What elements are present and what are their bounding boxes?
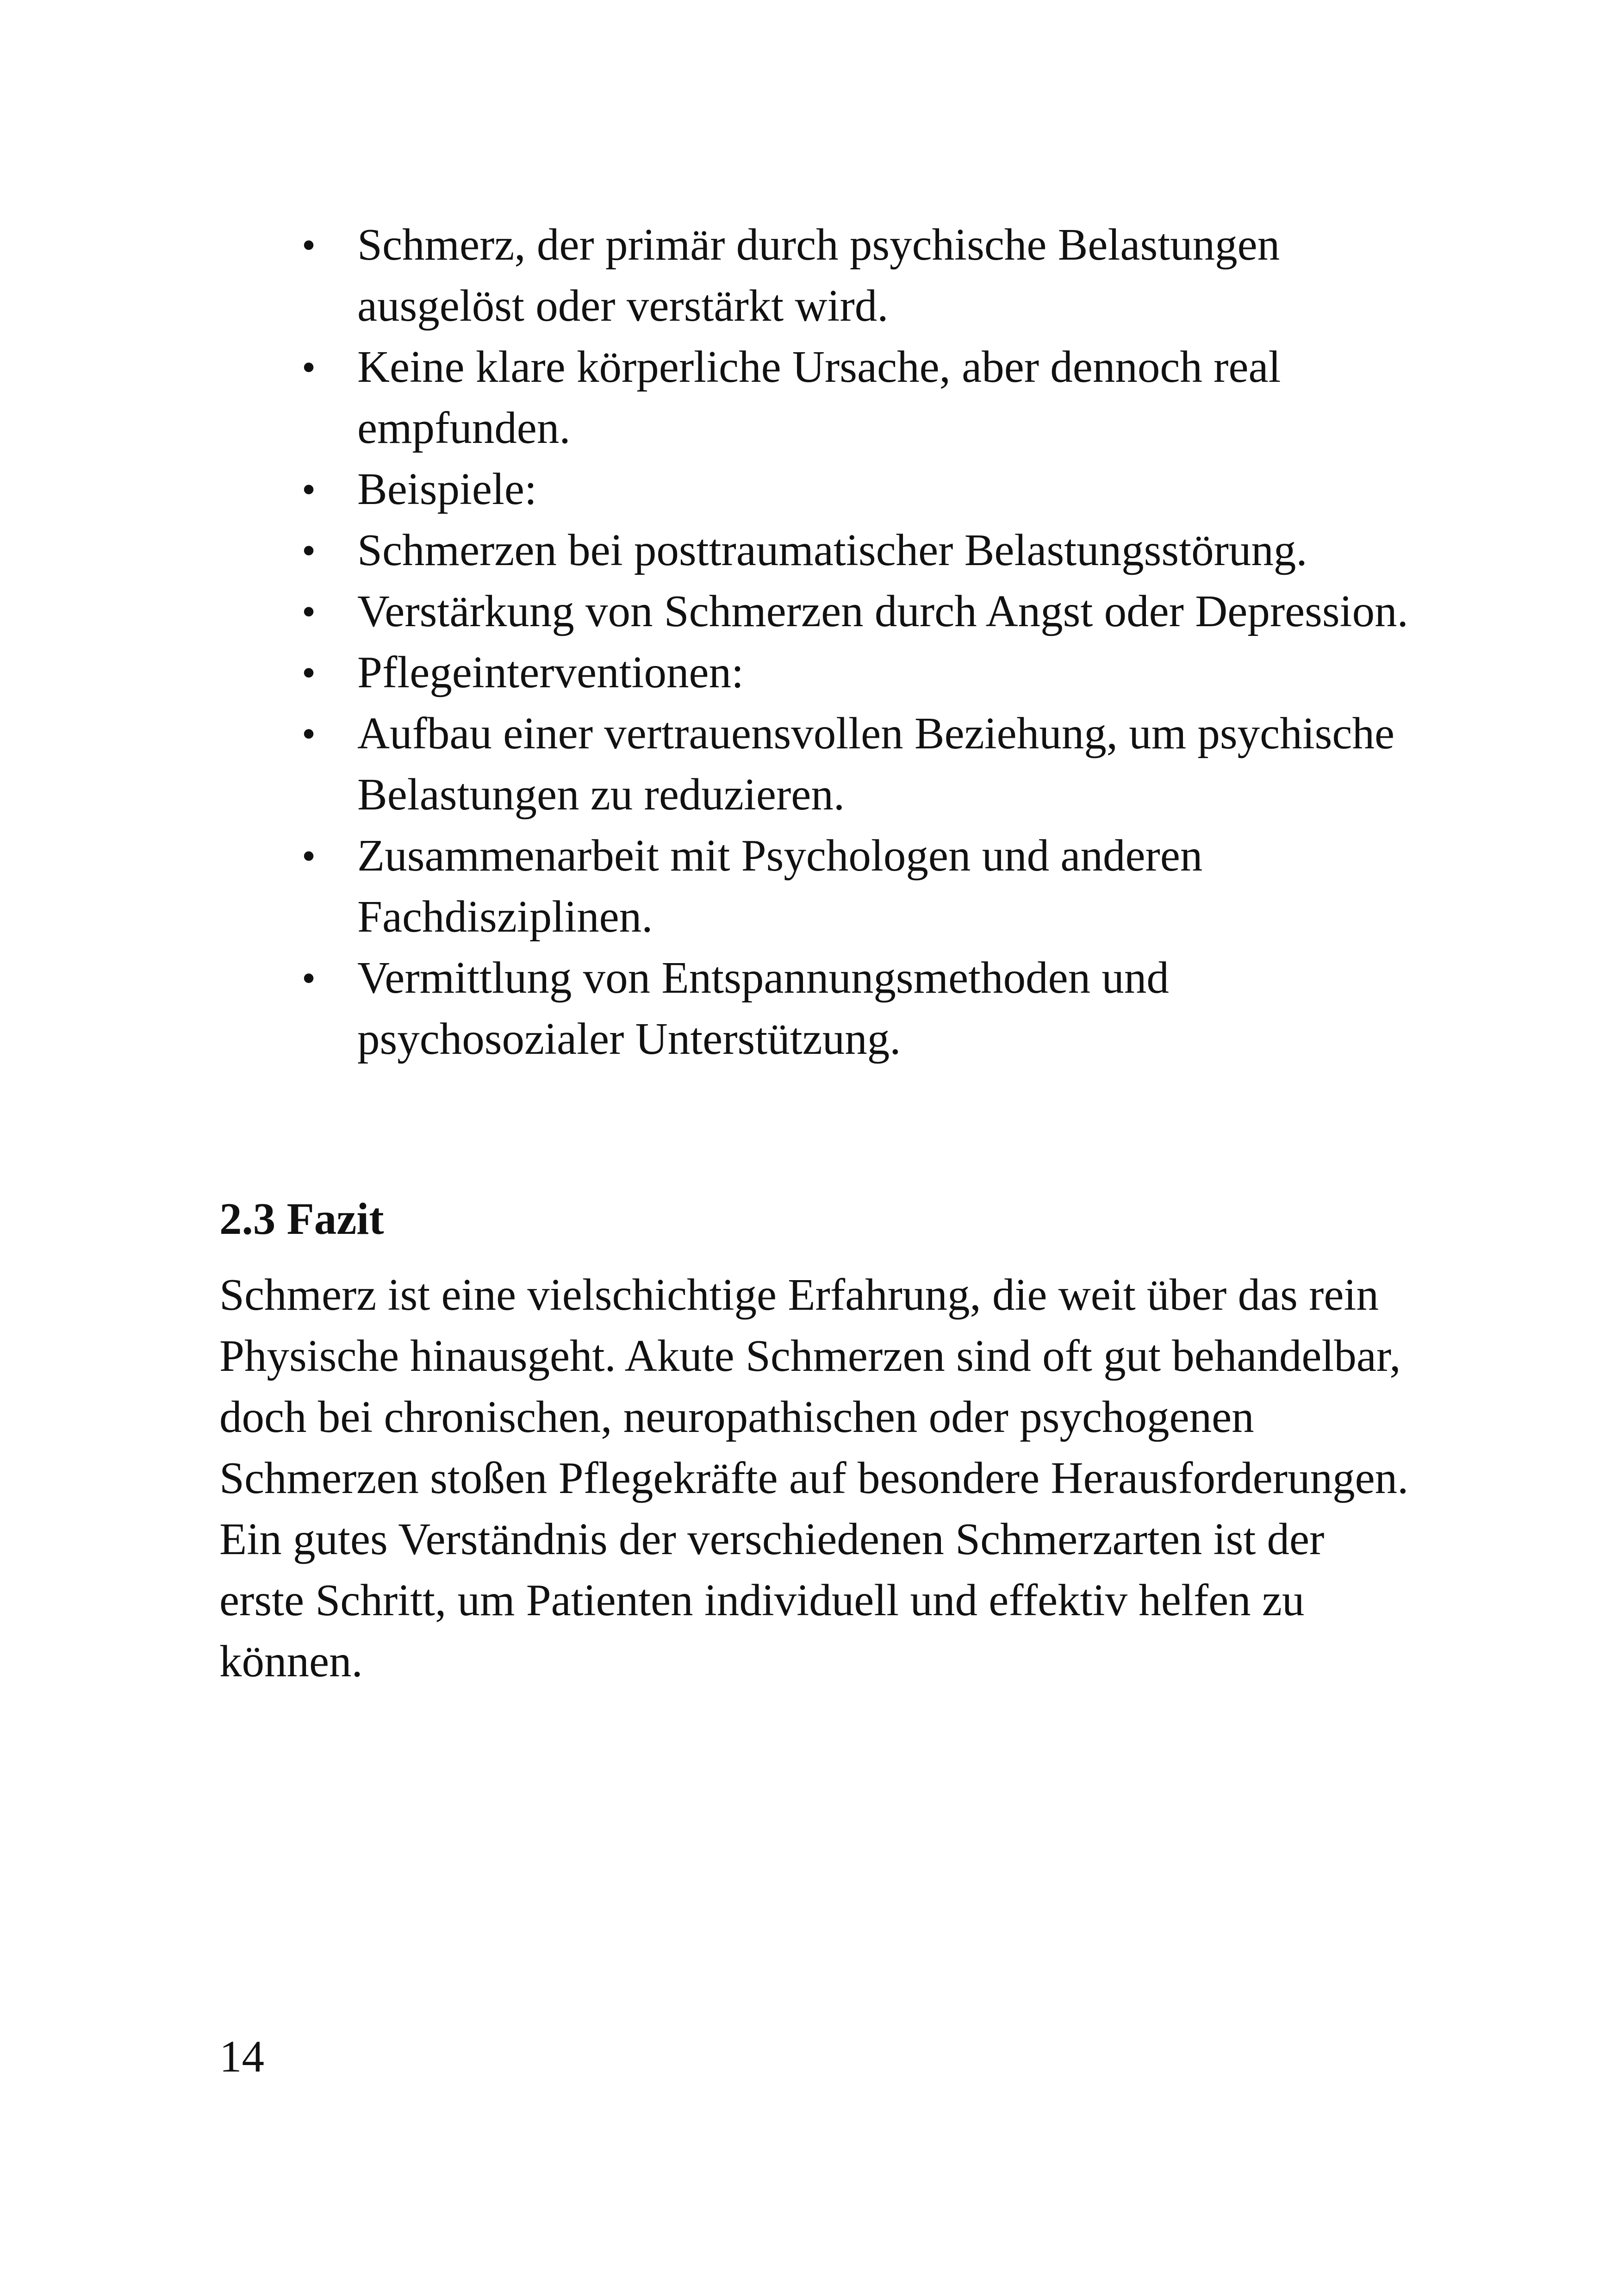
list-item-text: Schmerz, der primär durch psychische Belastungen ausgelöst oder verstärkt wird. (357, 220, 1280, 330)
list-item-text: Aufbau einer vertrauensvollen Beziehung, um psychische Belastungen zu reduzieren. (357, 709, 1395, 819)
list-item (0, 214, 1422, 336)
list-item-text: Keine klare körperliche Ursache, aber dennoch real empfunden. (357, 342, 1281, 453)
bullet-icon: • (302, 345, 316, 389)
bullet-icon: • (302, 528, 316, 572)
bullet-icon: • (302, 223, 316, 267)
conclusion-paragraph: Schmerz ist eine vielschichtige Erfahrung, die weit über das rein Physische hinausgeht. Akute Schmerzen sind oft gut behandelbar, doch bei chronischen, neuropathischen oder psychogenen Schmerzen stoßen Pflegekräfte auf besondere Herausforderungen. Ein gutes Verständnis der verschiedenen Schmerzarten ist der erste Schritt, um Patienten individuell und effektiv helfen zu können. (219, 1270, 1409, 1686)
bullet-list (0, 214, 1618, 1070)
list-item (0, 825, 1422, 947)
bullet-icon: • (302, 956, 316, 1000)
list-item-text: Zusammenarbeit mit Psychologen und anderen Fachdisziplinen. (357, 831, 1203, 941)
list-item (0, 703, 1422, 825)
page-number: 14 (219, 2032, 264, 2081)
list-item-text: Beispiele: (357, 464, 537, 514)
list-item-text: Schmerzen bei posttraumatischer Belastungsstörung. (357, 525, 1307, 575)
bullet-icon: • (302, 711, 316, 756)
list-item (0, 642, 1422, 703)
list-item (0, 520, 1422, 581)
bullet-icon: • (302, 589, 316, 634)
list-item (0, 581, 1422, 642)
list-item-text: Verstärkung von Schmerzen durch Angst oder Depression. (357, 586, 1408, 636)
bullet-icon: • (302, 467, 316, 511)
list-item (0, 336, 1422, 459)
bullet-icon: • (302, 650, 316, 695)
list-item (0, 947, 1422, 1070)
list-item (0, 459, 1422, 520)
bullet-icon: • (302, 834, 316, 878)
list-item-text: Pflegeinterventionen: (357, 647, 744, 697)
list-item-text: Vermittlung von Entspannungsmethoden und psychosozialer Unterstützung. (357, 953, 1169, 1064)
section-heading: 2.3 Fazit (219, 1194, 384, 1244)
